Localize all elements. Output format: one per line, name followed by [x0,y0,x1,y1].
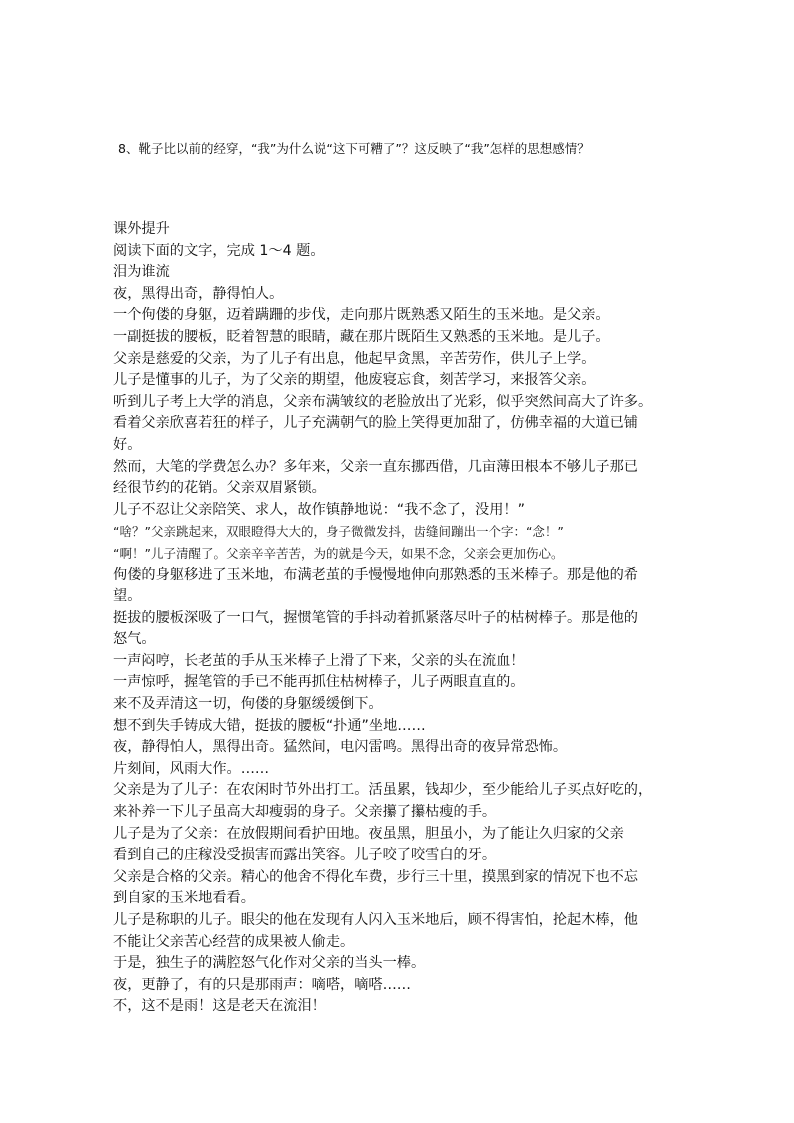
story-line: “啥？”父亲跳起来，双眼瞪得大大的，身子微微发抖，齿缝间蹦出一个字：“念！” [113,524,564,540]
story-line: “啊！”儿子清醒了。父亲辛辛苦苦，为的就是今天，如果不念，父亲会更加伤心。 [113,545,564,561]
story-line: 来不及弄清这一切，佝偻的身躯缓缓倒下。 [113,696,383,713]
story-line: 看着父亲欣喜若狂的样子，儿子充满朝气的脸上笑得更加甜了，仿佛幸福的大道已铺 [113,415,638,432]
story-line: 不，这不是雨！这是老天在流泪！ [113,998,326,1015]
story-line: 一声闷哼，长老茧的手从玉米棒子上滑了下来，父亲的头在流血！ [113,652,525,669]
story-line: 夜，静得怕人，黑得出奇。猛然间，电闪雷鸣。黑得出奇的夜异常恐怖。 [113,739,568,756]
story-line: 一声惊呼，握笔管的手已不能再抓住枯树棒子，儿子两眼直直的。 [113,674,525,691]
story-line: 片刻间，风雨大作。…… [113,760,270,777]
story-line: 来补养一下儿子虽高大却瘦弱的身子。父亲攥了攥枯瘦的手。 [113,804,497,821]
story-line: 于是，独生子的满腔怒气化作对父亲的当头一棒。 [113,955,426,972]
story-line: 好。 [113,436,142,453]
story-line: 父亲是合格的父亲。精心的他舍不得化车费，步行三十里，摸黑到家的情况下也不忘 [113,868,638,885]
story-line: 佝偻的身躯移进了玉米地，布满老茧的手慢慢地伸向那熟悉的玉米棒子。那是他的希 [113,566,638,583]
story-line: 想不到失手铸成大错，挺拔的腰板“扑通”坐地…… [113,717,426,734]
story-line: 经很节约的花销。父亲双眉紧锁。 [113,480,326,497]
story-line: 一副挺拔的腰板，眨着智慧的眼睛，藏在那片既陌生又熟悉的玉米地。是儿子。 [113,328,610,345]
story-title: 泪为谁流 [113,264,170,281]
story-line: 一个佝偻的身躯，迈着蹒跚的步伐，走向那片既熟悉又陌生的玉米地。是父亲。 [113,307,610,324]
story-line: 儿子是懂事的儿子，为了父亲的期望，他废寝忘食，刻苦学习，来报答父亲。 [113,372,596,389]
story-line: 然而，大笔的学费怎么办？多年来，父亲一直东挪西借，几亩薄田根本不够儿子那已 [113,458,638,475]
story-line: 夜，更静了，有的只是那雨声：嘀嗒，嘀嗒…… [113,976,411,993]
story-line: 父亲是为了儿子：在农闲时节外出打工。活虽累，钱却少，至少能给儿子买点好吃的， [113,782,653,799]
section-heading: 课外提升 [113,221,170,237]
story-line: 看到自己的庄稼没受损害而露出笑容。儿子咬了咬雪白的牙。 [113,847,497,864]
question-8: 8、靴子比以前的经穿，“我”为什么说“这下可糟了”？这反映了“我”怎样的思想感情？ [118,141,590,156]
story-line: 望。 [113,588,142,605]
reading-section [113,219,673,1018]
story-line: 怒气。 [113,631,156,648]
story-line: 儿子是称职的儿子。眼尖的他在发现有人闪入玉米地后，顾不得害怕，抡起木棒，他 [113,912,638,928]
story-line: 父亲是慈爱的父亲，为了儿子有出息，他起早贪黑，辛苦劳作，供儿子上学。 [113,350,596,367]
story-line: 挺拔的腰板深吸了一口气，握惯笔管的手抖动着抓紧落尽叶子的枯树棒子。那是他的 [113,609,638,626]
story-line: 夜，黑得出奇，静得怕人。 [113,285,284,302]
story-line: 儿子不忍让父亲陪笑、求人，故作镇静地说：“我不念了，没用！” [113,501,525,518]
story-line: 听到儿子考上大学的消息，父亲布满皱纹的老脸放出了光彩，似乎突然间高大了许多。 [113,393,653,410]
story-body [113,284,673,1018]
story-line: 到自家的玉米地看看。 [113,890,255,907]
story-line: 儿子是为了父亲：在放假期间看护田地。夜虽黑，胆虽小，为了能让久归家的父亲 [113,825,624,842]
reading-instruction: 阅读下面的文字，完成 1～4 题。 [113,242,325,259]
story-line: 不能让父亲苦心经营的成果被人偷走。 [113,933,355,950]
